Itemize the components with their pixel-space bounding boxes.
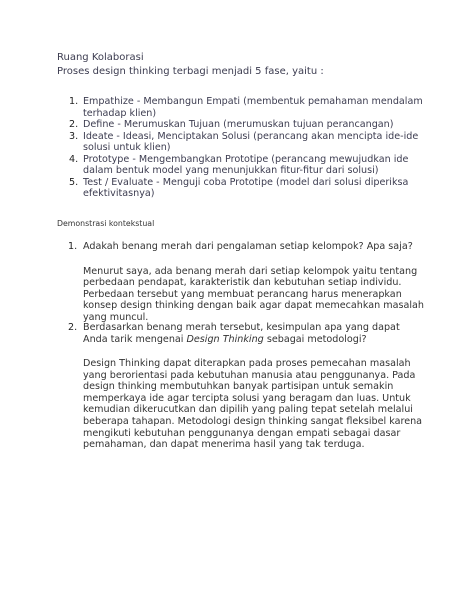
phase-list <box>57 96 427 200</box>
phase-text: Define - Merumuskan Tujuan (merumuskan tujuan perancangan) <box>83 119 394 130</box>
phase-item <box>57 119 427 131</box>
phase-number: 3. <box>69 130 79 142</box>
question-number: 2. <box>68 322 78 333</box>
phase-number: 2. <box>69 119 79 130</box>
phase-text: Prototype - Mengembangkan Prototipe (perancang mewujudkan ide dalam bentuk model yang menunjukkan fitur-fitur dari solusi) <box>83 153 409 176</box>
question-text-start: Berdasarkan benang merah tersebut, kesimpulan apa yang dapat Anda tarik mengenai <box>83 322 400 345</box>
question-block <box>57 322 427 451</box>
phase-item <box>57 131 427 154</box>
phase-text: Test / Evaluate - Menguji coba Prototipe (model dari solusi diperiksa efektivitasnya) <box>83 176 409 199</box>
question-number: 1. <box>68 241 78 252</box>
phase-number: 4. <box>69 153 79 165</box>
section-heading: Demonstrasi kontekstual <box>57 219 155 228</box>
question-emphasis: Design Thinking <box>186 333 264 345</box>
question-text <box>83 322 427 345</box>
phase-item <box>57 177 427 200</box>
question-text: Adakah benang merah dari pengalaman setiap kelompok? Apa saja? <box>83 241 413 252</box>
answer-text: Design Thinking dapat diterapkan pada proses pemecahan masalah yang berorientasi pada kebutuhan manusia atau penggunanya. Pada design thinking membutuhkan banyak partisipan untuk semakin memperkaya ide agar tercipta solusi yang beragam dan luas. Untuk kemudian dikerucutkan dan dipilih yang paling tepat setelah melalui beberapa tahapan. Metodologi design thinking sangat fleksibel karena mengikuti kebutuhan penggunanya dengan empati sebagai dasar pemahaman, dan dapat menerima hasil yang tak terduga. <box>83 358 423 451</box>
answer-text: Menurut saya, ada benang merah dari setiap kelompok yaitu tentang perbedaan pendapat, karakteristik dan kebutuhan setiap individu. Perbedaan tersebut yang membuat perancang harus menerapkan konsep design thinking dengan baik agar dapat memecahkan masalah yang muncul. <box>83 265 424 323</box>
phase-item <box>57 96 427 119</box>
phase-item <box>57 154 427 177</box>
phase-number: 5. <box>69 176 79 188</box>
document-subtitle: Proses design thinking terbagi menjadi 5 fase, yaitu : <box>57 66 324 77</box>
question-text-end: sebagai metodologi? <box>263 333 367 345</box>
phase-number: 1. <box>69 96 79 107</box>
question-block <box>57 241 427 323</box>
phase-text: Empathize - Membangun Empati (membentuk pemahaman mendalam terhadap klien) <box>83 96 423 119</box>
phase-text: Ideate - Ideasi, Menciptakan Solusi (perancang akan mencipta ide-ide solusi untuk klien) <box>83 130 419 153</box>
document-title: Ruang Kolaborasi <box>57 52 144 63</box>
